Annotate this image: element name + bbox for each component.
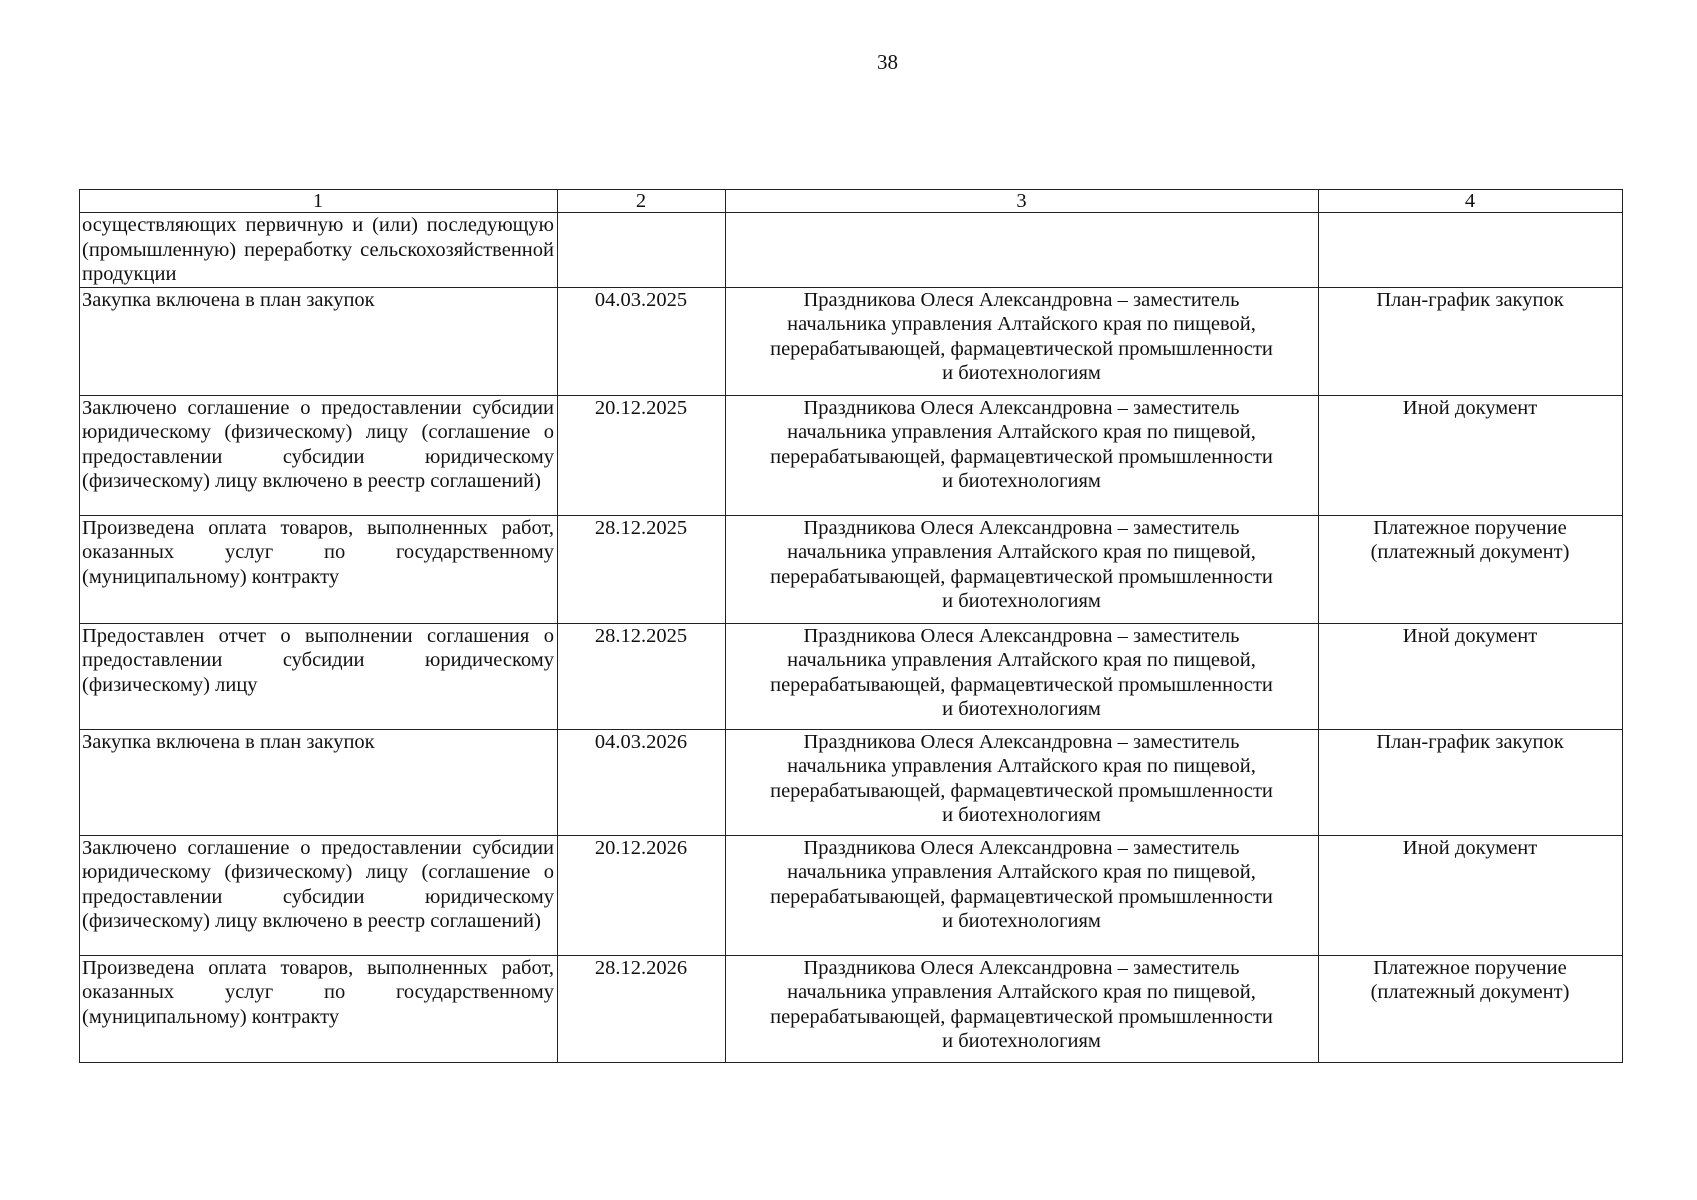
date-cell: 04.03.2026 [558,729,726,835]
responsible-line: перерабатывающей, фармацевтической промышленности [770,565,1273,588]
table-body [80,190,1623,1063]
responsible-line: перерабатывающей, фармацевтической промышленности [770,1005,1273,1028]
event-cell: Заключено соглашение о предоставлении субсидии юридическому (физическому) лицу (соглашение о предоставлении субсидии юридическому (физическому) лицу включено в реестр соглашений) [80,835,558,955]
responsible-line: и биотехнологиям [942,804,1101,826]
responsible-line: начальника управления Алтайского края по пищевой, [787,649,1256,671]
responsible-cell [726,515,1319,623]
event-cell: Заключено соглашение о предоставлении субсидии юридическому (физическому) лицу (соглашение о предоставлении субсидии юридическому (физическому) лицу включено в реестр соглашений) [80,395,558,515]
table-row [80,955,1623,1062]
responsible-line: начальника управления Алтайского края по пищевой, [787,421,1256,443]
responsible-line: начальника управления Алтайского края по пищевой, [787,541,1256,563]
event-cell: Закупка включена в план закупок [80,287,558,395]
table-row [80,395,1623,515]
table-row [80,835,1623,955]
date-cell: 04.03.2025 [558,287,726,395]
column-header-4: 4 [1319,190,1623,213]
responsible-line: и биотехнологиям [942,1030,1101,1052]
date-cell: 20.12.2026 [558,835,726,955]
responsible-line: и биотехнологиям [942,362,1101,384]
responsible-line: и биотехнологиям [942,698,1101,720]
document-cell: Платежное поручение (платежный документ) [1319,955,1623,1062]
document-cell: Иной документ [1319,623,1623,729]
document-cell: План-график закупок [1319,729,1623,835]
responsible-line: Праздникова Олеся Александровна – заместитель [803,516,1240,539]
responsible-line: начальника управления Алтайского края по пищевой, [787,755,1256,777]
column-header-3: 3 [726,190,1319,213]
column-header-2: 2 [558,190,726,213]
schedule-table [79,189,1623,1063]
date-cell [558,213,726,288]
responsible-line: перерабатывающей, фармацевтической промышленности [770,673,1273,696]
responsible-line: перерабатывающей, фармацевтической промышленности [770,779,1273,802]
responsible-cell [726,623,1319,729]
responsible-line: и биотехнологиям [942,910,1101,932]
event-cell: Закупка включена в план закупок [80,729,558,835]
event-cell: Предоставлен отчет о выполнении соглашения о предоставлении субсидии юридическому (физическому) лицу [80,623,558,729]
date-cell: 28.12.2026 [558,955,726,1062]
table-row [80,623,1623,729]
responsible-line: Праздникова Олеся Александровна – заместитель [803,956,1240,979]
date-cell: 28.12.2025 [558,623,726,729]
document-cell: Платежное поручение (платежный документ) [1319,515,1623,623]
responsible-line: начальника управления Алтайского края по пищевой, [787,861,1256,883]
date-cell: 28.12.2025 [558,515,726,623]
table-row [80,213,1623,288]
document-cell: Иной документ [1319,835,1623,955]
responsible-line: начальника управления Алтайского края по пищевой, [787,981,1256,1003]
responsible-line: перерабатывающей, фармацевтической промышленности [770,445,1273,468]
responsible-line: Праздникова Олеся Александровна – заместитель [803,730,1240,753]
table-row [80,287,1623,395]
responsible-cell [726,729,1319,835]
responsible-line: перерабатывающей, фармацевтической промышленности [770,337,1273,360]
page-number: 38 [877,50,898,74]
responsible-line: Праздникова Олеся Александровна – заместитель [803,288,1240,311]
column-header-1: 1 [80,190,558,213]
date-cell: 20.12.2025 [558,395,726,515]
responsible-cell [726,287,1319,395]
responsible-line: перерабатывающей, фармацевтической промышленности [770,885,1273,908]
event-cell: Произведена оплата товаров, выполненных работ, оказанных услуг по государственному (муниципальному) контракту [80,955,558,1062]
responsible-cell [726,213,1319,288]
event-cell: Произведена оплата товаров, выполненных работ, оказанных услуг по государственному (муниципальному) контракту [80,515,558,623]
document-cell [1319,213,1623,288]
responsible-cell [726,835,1319,955]
responsible-cell [726,955,1319,1062]
responsible-line: и биотехнологиям [942,470,1101,492]
table-header-row [80,190,1623,213]
table-row [80,729,1623,835]
responsible-cell [726,395,1319,515]
document-cell: Иной документ [1319,395,1623,515]
table-row [80,515,1623,623]
responsible-line: Праздникова Олеся Александровна – заместитель [803,624,1240,647]
responsible-line: начальника управления Алтайского края по пищевой, [787,313,1256,335]
document-cell: План-график закупок [1319,287,1623,395]
responsible-line: Праздникова Олеся Александровна – заместитель [803,836,1240,859]
event-cell: осуществляющих первичную и (или) последующую (промышленную) переработку сельскохозяйственной продукции [80,213,558,288]
responsible-line: и биотехнологиям [942,590,1101,612]
responsible-line: Праздникова Олеся Александровна – заместитель [803,396,1240,419]
